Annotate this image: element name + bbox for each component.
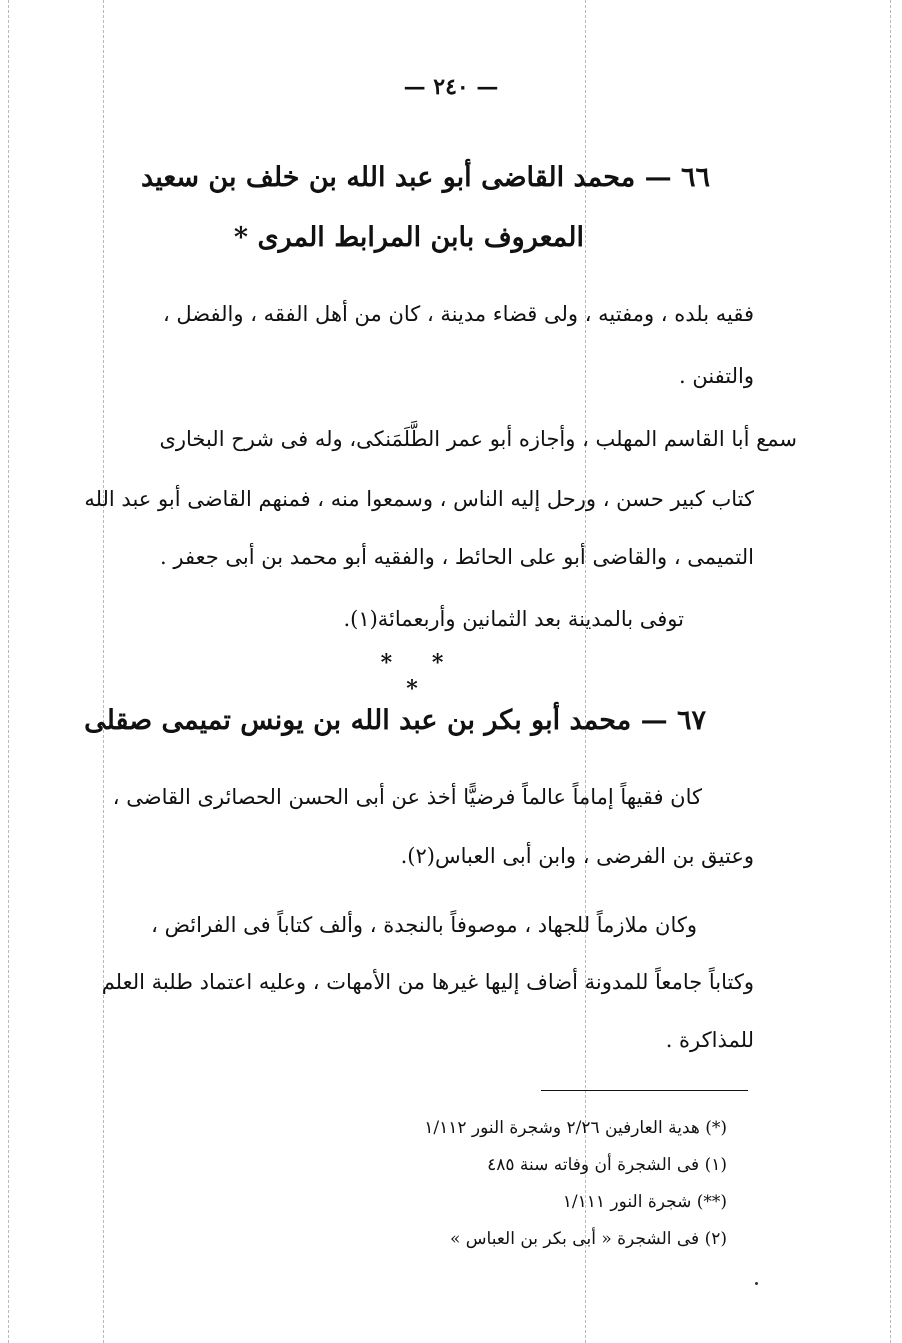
entry-66-para-3-line-1: توفى بالمدينة بعد الثمانين وأربعمائة(١). [343,607,684,631]
entry-66-para-2-line-1: سمع أبا القاسم المهلب ، وأجازه أبو عمر الطَّلَمَنكى، وله فى شرح البخارى [159,427,797,451]
scan-fold-line [585,0,586,1343]
entry-66-para-1-line-1: فقيه بلده ، ومفتيه ، ولى قضاء مدينة ، كان من أهل الفقه ، والفضل ، [162,302,754,326]
page-number: — ٢٤٠ — [403,74,499,100]
entry-67-para-1-line-2: وعتيق بن الفرضى ، وابن أبى العباس(٢). [400,844,754,868]
footnote-4: (٢) فى الشجرة « أبى بكر بن العباس » [449,1229,727,1249]
section-separator: * * * [380,650,460,702]
scan-fold-line [8,0,9,1343]
entry-67-para-2-line-3: للمذاكرة . [665,1028,754,1052]
footnote-1: (*) هدية العارفين ٢/٢٦ وشجرة النور ١/١١٢ [424,1118,727,1138]
entry-66-para-2-line-2: كتاب كبير حسن ، ورحل إليه الناس ، وسمعوا منه ، فمنهم القاضى أبو عبد الله [84,487,754,511]
entry-67-heading: ٦٧ — محمد أبو بكر بن عبد الله بن يونس تميمى صقلى [84,705,706,736]
entry-66-heading-line-1: ٦٦ — محمد القاضى أبو عبد الله بن خلف بن سعيد [141,162,710,193]
entry-66-heading-line-2: المعروف بابن المرابط المرى * [233,222,584,253]
entry-66-para-2-line-3: التميمى ، والقاضى أبو على الحائط ، والفقيه أبو محمد بن أبى جعفر . [160,545,754,569]
entry-67-para-2-line-2: وكتاباً جامعاً للمدونة أضاف إليها غيرها من الأمهات ، وعليه اعتماد طلبة العلم [101,970,754,994]
entry-67-para-2-line-1: وكان ملازماً للجهاد ، موصوفاً بالنجدة ، وألف كتاباً فى الفرائض ، [151,913,697,937]
footnote-2: (١) فى الشجرة أن وفاته سنة ٤٨٥ [487,1155,727,1175]
scan-fold-line [890,0,891,1343]
scan-speck [755,1282,758,1285]
entry-66-para-1-line-2: والتفنن . [678,364,754,388]
scan-fold-line [103,0,104,1343]
entry-67-para-1-line-1: كان فقيهاً إماماً عالماً فرضيًّا أخذ عن أبى الحسن الحصائرى القاضى ، [112,785,702,809]
footnote-rule [541,1090,748,1091]
footnote-3: (**) شجرة النور ١/١١١ [562,1192,727,1212]
